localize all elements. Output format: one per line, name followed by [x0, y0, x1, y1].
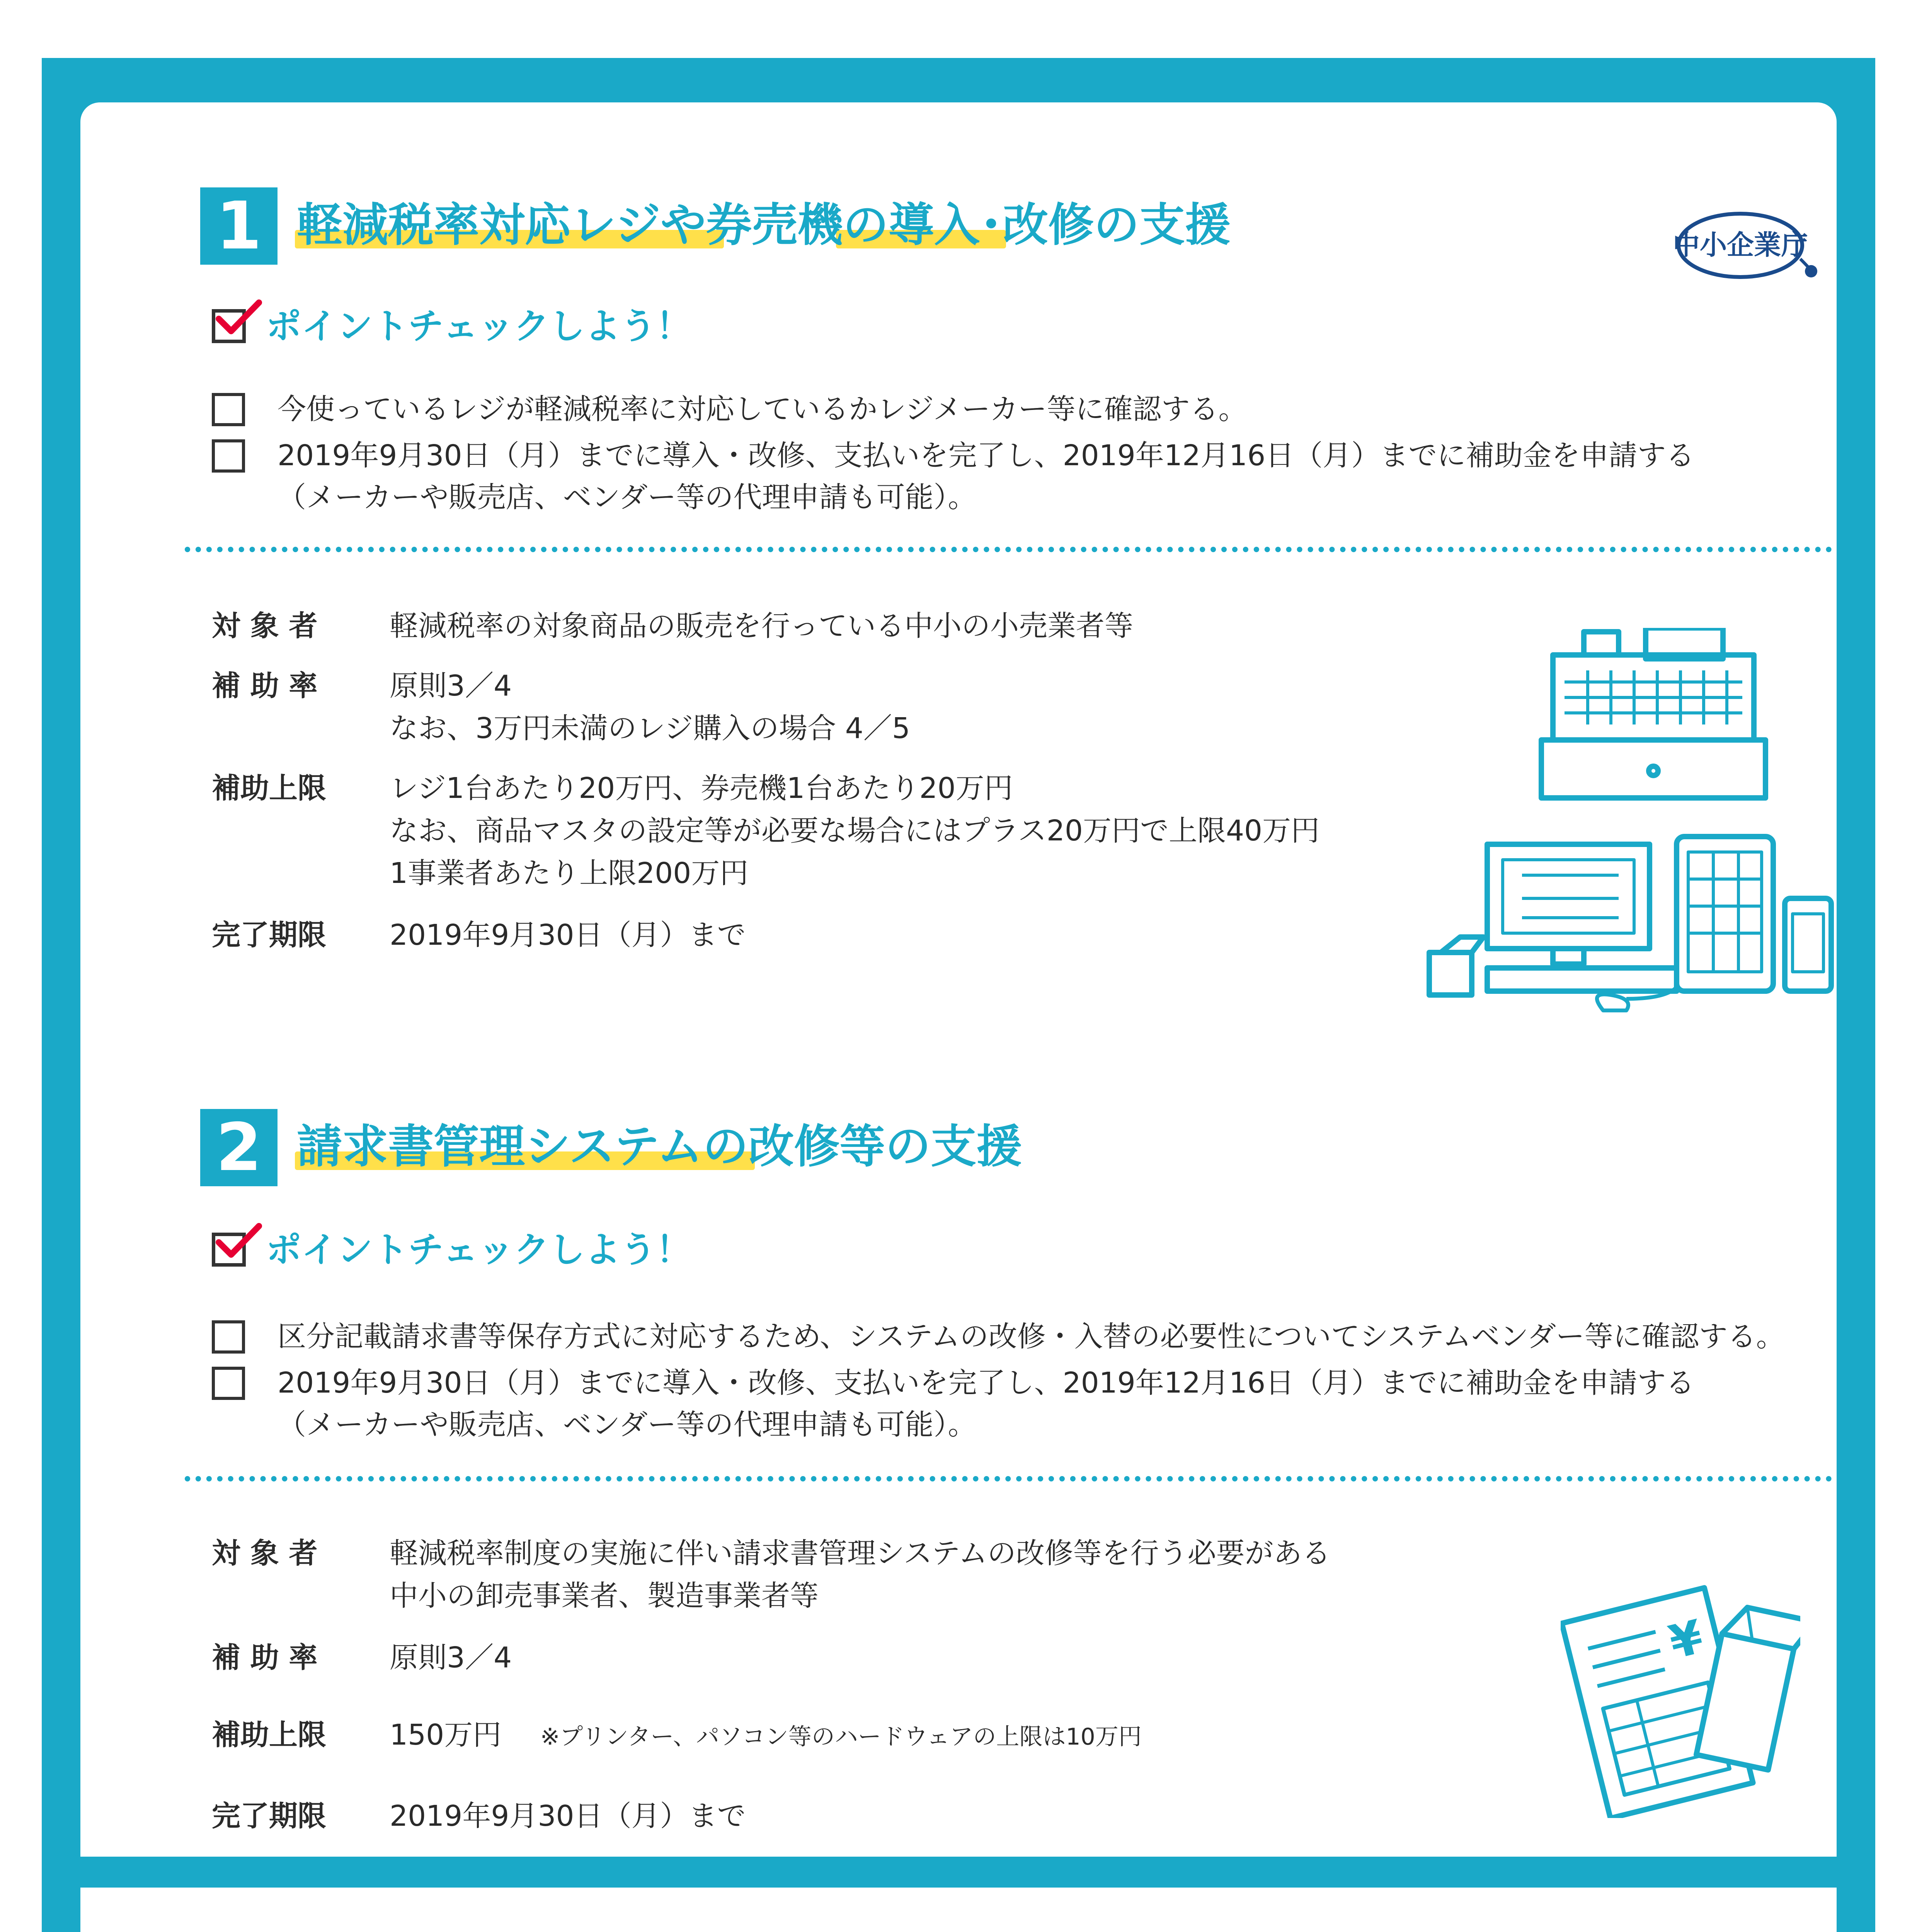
detail-value: 2019年9月30日（月）まで	[390, 1799, 746, 1833]
detail-label: 完了期限	[212, 918, 326, 952]
detail-value: 原則3／4	[390, 1641, 512, 1674]
section-2-title: 請求書管理システムの改修等の支援	[297, 1120, 1022, 1173]
checklist-text: （メーカーや販売店、ベンダー等の代理申請も可能）。	[278, 481, 977, 514]
point-check-label: ポイントチェックしよう！	[266, 306, 692, 347]
checkbox[interactable]	[212, 439, 245, 473]
detail-value: 原則3／4	[390, 669, 512, 702]
detail-label: 完了期限	[212, 1799, 326, 1833]
section-2-number: 2	[200, 1109, 278, 1186]
detail-note: ※プリンター、パソコン等のハードウェアの上限は10万円	[540, 1723, 1142, 1750]
detail-value: 2019年9月30日（月）まで	[390, 918, 746, 952]
detail-label: 補 助 率	[212, 669, 318, 702]
checklist-text: 区分記載請求書等保存方式に対応するため、システムの改修・入替の必要性についてシステムベンダー等に確認する。	[278, 1320, 1785, 1353]
detail-value: なお、商品マスタの設定等が必要な場合にはプラス20万円で上限40万円	[390, 814, 1320, 847]
detail-value: 軽減税率制度の実施に伴い請求書管理システムの改修等を行う必要がある	[390, 1537, 1331, 1570]
checklist-text: 今使っているレジが軽減税率に対応しているかレジメーカー等に確認する。	[278, 393, 1247, 426]
cash-register-illustration	[1425, 628, 1835, 1014]
sme-agency-name: 中小企業庁	[1673, 229, 1808, 261]
detail-label: 補 助 率	[212, 1641, 318, 1674]
checkbox[interactable]	[212, 1367, 245, 1400]
checklist-text: （メーカーや販売店、ベンダー等の代理申請も可能）。	[278, 1408, 977, 1441]
detail-value: 中小の卸売事業者、製造事業者等	[390, 1579, 819, 1612]
detail-label: 補助上限	[212, 1718, 326, 1752]
checklist-text: 2019年9月30日（月）までに導入・改修、支払いを完了し、2019年12月16日（月）までに補助金を申請する	[278, 439, 1695, 472]
page-frame	[42, 58, 1875, 1932]
checklist-text: 2019年9月30日（月）までに導入・改修、支払いを完了し、2019年12月16日（月）までに補助金を申請する	[278, 1366, 1695, 1400]
detail-value: なお、3万円未満のレジ購入の場合 4／5	[390, 712, 910, 745]
detail-value: レジ1台あたり20万円、券売機1台あたり20万円	[390, 772, 1013, 805]
section-2-panel	[80, 1022, 1837, 1857]
checkbox[interactable]	[212, 393, 245, 426]
red-check-icon	[216, 1219, 262, 1262]
red-check-icon	[216, 296, 262, 338]
invoice-illustration	[1561, 1578, 1800, 1818]
section-1-number: 1	[200, 187, 278, 265]
detail-label: 対 象 者	[212, 609, 318, 643]
detail-label: 補助上限	[212, 772, 326, 805]
detail-value: 1事業者あたり上限200万円	[390, 857, 749, 890]
section-1-panel	[80, 102, 1837, 1053]
checkbox[interactable]	[212, 1320, 245, 1354]
point-check-label: ポイントチェックしよう！	[266, 1229, 692, 1270]
detail-value: 150万円	[390, 1718, 502, 1752]
sme-agency-logo	[1673, 209, 1820, 282]
detail-label: 対 象 者	[212, 1537, 318, 1570]
dotted-divider	[185, 1476, 1843, 1481]
dotted-divider	[185, 547, 1843, 552]
svg-text:¥: ¥	[1664, 1610, 1709, 1670]
detail-value: 軽減税率の対象商品の販売を行っている中小の小売業者等	[390, 609, 1133, 643]
section-3-panel	[80, 1888, 1837, 1932]
section-1-title: 軽減税率対応レジや券売機の導入･改修の支援	[297, 198, 1231, 252]
